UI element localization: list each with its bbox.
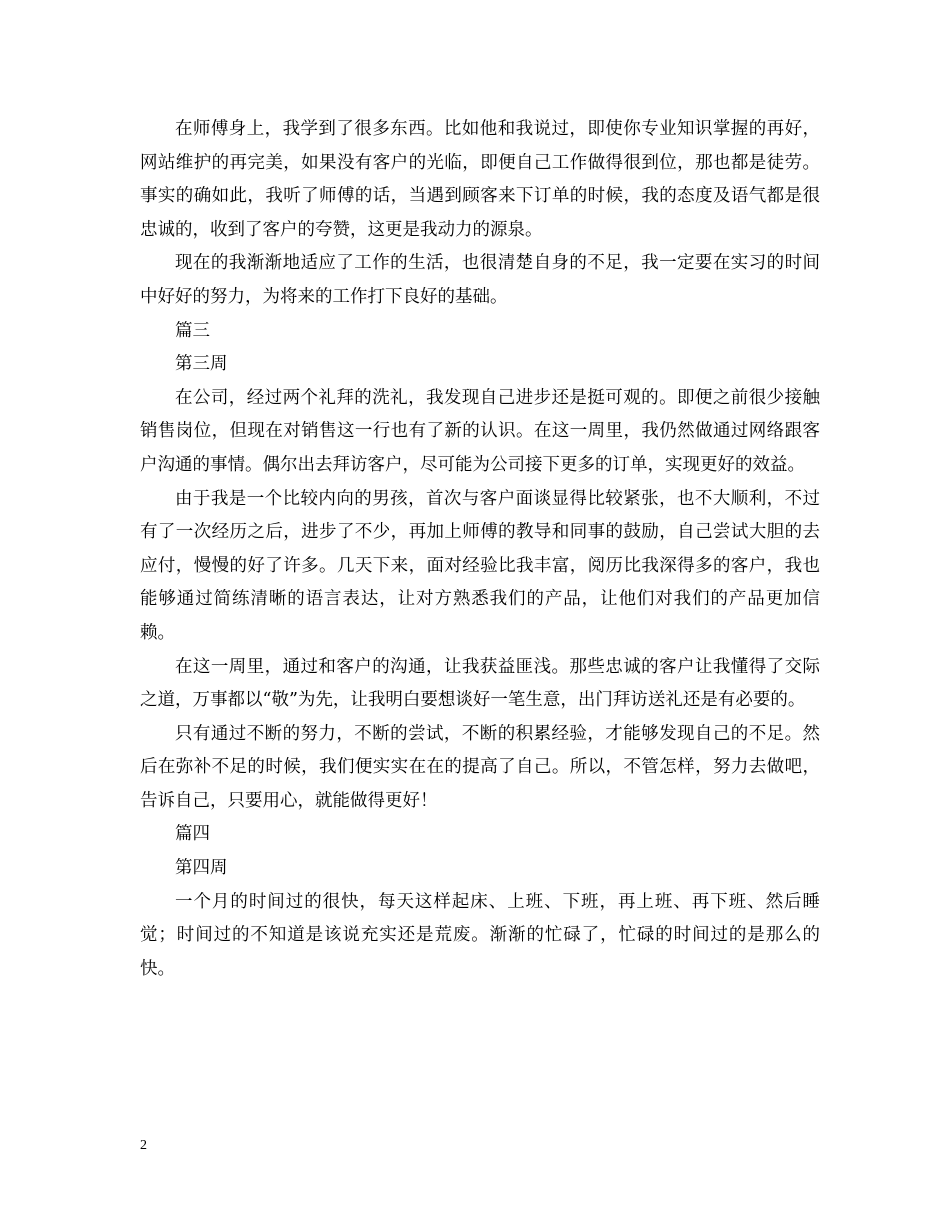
paragraph: 现在的我渐渐地适应了工作的生活，也很清楚自身的不足，我一定要在实习的时间中好好的努力，为将来的工作打下良好的基础。: [140, 253, 820, 307]
section-heading: 篇四: [175, 824, 210, 845]
body-text: [140, 113, 820, 986]
paragraph: 只有通过不断的努力，不断的尝试，不断的积累经验，才能够发现自己的不足。然后在弥补不足的时候，我们便实实在在的提高了自己。所以，不管怎样，努力去做吧，告诉自己，只要用心，就能做得更好！: [140, 723, 820, 811]
paragraph: 在公司，经过两个礼拜的洗礼，我发现自己进步还是挺可观的。即便之前很少接触销售岗位，但现在对销售这一行也有了新的认识。在这一周里，我仍然做通过网络跟客户沟通的事情。偶尔出去拜访客户，尽可能为公司接下更多的订单，实现更好的效益。: [140, 387, 820, 475]
week-heading: 第四周: [175, 858, 228, 879]
paragraph: 一个月的时间过的很快，每天这样起床、上班、下班，再上班、再下班、然后睡觉；时间过的不知道是该说充实还是荒废。渐渐的忙碌了，忙碌的时间过的是那么的快。: [140, 891, 820, 979]
paragraph: 在这一周里，通过和客户的沟通，让我获益匪浅。那些忠诚的客户让我懂得了交际之道，万事都以“敬”为先，让我明白要想谈好一笔生意，出门拜访送礼还是有必要的。: [140, 656, 820, 711]
page-number: 2: [140, 1138, 147, 1153]
paragraph: 在师傅身上，我学到了很多东西。比如他和我说过，即使你专业知识掌握的再好，网站维护的再完美，如果没有客户的光临，即便自己工作做得很到位，那也都是徒劳。事实的确如此，我听了师傅的话，当遇到顾客来下订单的时候，我的态度及语气都是很忠诚的，收到了客户的夸赞，这更是我动力的源泉。: [140, 119, 820, 240]
section-heading: 篇三: [175, 320, 210, 341]
paragraph: 由于我是一个比较内向的男孩，首次与客户面谈显得比较紧张，也不大顺利，不过有了一次经历之后，进步了不少，再加上师傅的教导和同事的鼓励，自己尝试大胆的去应付，慢慢的好了许多。几天下来，面对经验比我丰富，阅历比我深得多的客户，我也能够通过简练清晰的语言表达，让对方熟悉我们的产品，让他们对我们的产品更加信赖。: [140, 488, 820, 643]
week-heading: 第三周: [175, 354, 228, 375]
